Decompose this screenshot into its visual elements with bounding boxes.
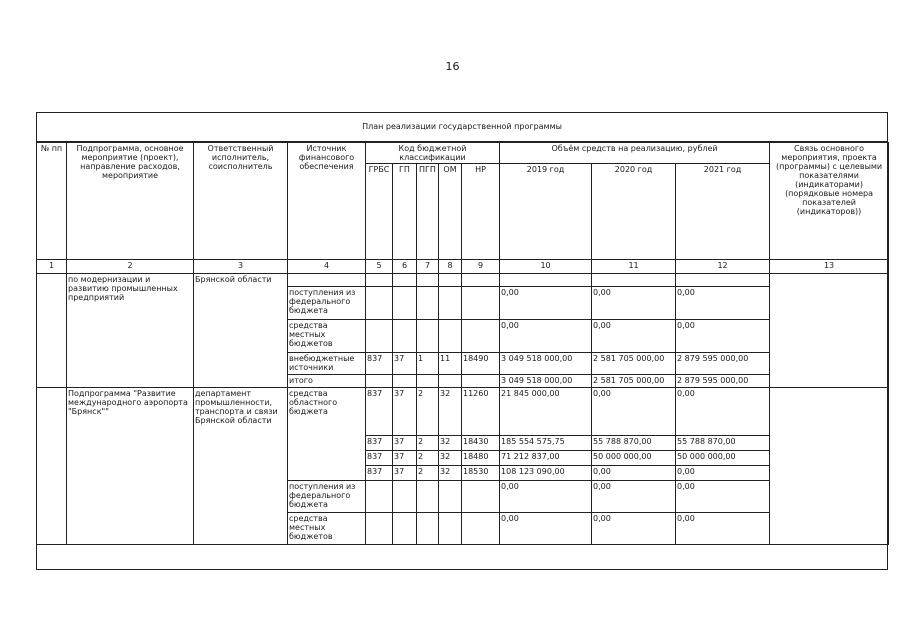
nr-cell: 18480 [462,451,500,466]
header-grbs: ГРБС [366,164,393,260]
amount-2019: 0,00 [500,320,592,353]
amount-2020: 0,00 [592,466,676,481]
amount-2021: 0,00 [676,287,770,320]
col-number: 13 [770,260,889,274]
header-2019: 2019 год [500,164,592,260]
col-number: 7 [417,260,439,274]
pgp-cell: 2 [417,451,439,466]
col-number: 4 [288,260,366,274]
source-cell: внебюджетные источники [288,353,366,375]
amount-2021: 0,00 [676,320,770,353]
amount-2020: 0,00 [592,513,676,545]
page-number: 16 [445,60,460,73]
om-cell: 32 [439,388,462,436]
header-pgp: ПГП [417,164,439,260]
source-cell: средства областного бюджета [288,388,366,481]
amount-2019: 108 123 090,00 [500,466,592,481]
pgp-cell: 1 [417,353,439,375]
amount-2019: 71 212 837,00 [500,451,592,466]
table-caption: План реализации государственной программы [37,113,887,142]
col-number: 12 [676,260,770,274]
gp-cell: 37 [393,353,417,375]
indicator-link-cell [770,388,889,545]
plan-sheet [36,112,888,570]
amount-2020: 55 788 870,00 [592,436,676,451]
header-om: ОМ [439,164,462,260]
amount-2021: 2 879 595 000,00 [676,353,770,375]
grbs-cell: 837 [366,436,393,451]
amount-2020: 2 581 705 000,00 [592,353,676,375]
gp-cell: 37 [393,451,417,466]
header-2021: 2021 год [676,164,770,260]
responsible-cell: департамент промышленности, транспорта и связи Брянской области [194,388,288,545]
pgp-cell: 2 [417,436,439,451]
om-cell: 11 [439,353,462,375]
grbs-cell: 837 [366,388,393,436]
grbs-cell: 837 [366,451,393,466]
indicator-link-cell [770,274,889,388]
amount-2019: 21 845 000,00 [500,388,592,436]
amount-2020: 0,00 [592,287,676,320]
col-number: 2 [67,260,194,274]
row-number [37,388,67,545]
header-link: Связь основного мероприятия, проекта (программы) с целевыми показателями (индикаторами) (порядковые номера показателей (индикаторов)) [770,143,889,260]
source-cell: средства местных бюджетов [288,513,366,545]
source-cell: средства местных бюджетов [288,320,366,353]
header-budget-code: Код бюджетной классификации [366,143,500,164]
om-cell: 32 [439,436,462,451]
nr-cell: 18430 [462,436,500,451]
header-volume: Объём средств на реализацию, рублей [500,143,770,164]
header-2020: 2020 год [592,164,676,260]
amount-2019: 185 554 575,75 [500,436,592,451]
gp-cell: 37 [393,436,417,451]
table-row [37,388,889,436]
col-number: 5 [366,260,393,274]
col-number: 3 [194,260,288,274]
header-source: Источник финансового обеспечения [288,143,366,260]
nr-cell: 11260 [462,388,500,436]
nr-cell: 18530 [462,466,500,481]
amount-2020: 0,00 [592,481,676,513]
amount-2019: 0,00 [500,287,592,320]
amount-2021: 0,00 [676,513,770,545]
amount-2020: 0,00 [592,320,676,353]
header-responsible: Ответственный исполнитель, соисполнитель [194,143,288,260]
grbs-cell: 837 [366,353,393,375]
header-row [37,143,889,164]
table-row [37,274,889,287]
gp-cell: 37 [393,388,417,436]
amount-2019: 3 049 518 000,00 [500,353,592,375]
amount-2021: 0,00 [676,388,770,436]
column-number-row [37,260,889,274]
om-cell: 32 [439,466,462,481]
header-subprogram: Подпрограмма, основное мероприятие (проект), направление расходов, мероприятие [67,143,194,260]
row-number [37,274,67,388]
nr-cell: 18490 [462,353,500,375]
pgp-cell: 2 [417,388,439,436]
total-2019: 3 049 518 000,00 [500,375,592,388]
total-2020: 2 581 705 000,00 [592,375,676,388]
plan-table [36,142,889,545]
om-cell: 32 [439,451,462,466]
amount-2019: 0,00 [500,513,592,545]
pgp-cell: 2 [417,466,439,481]
source-cell: итого [288,375,366,388]
source-cell: поступления из федерального бюджета [288,481,366,513]
col-number: 11 [592,260,676,274]
col-number: 10 [500,260,592,274]
amount-2021: 0,00 [676,481,770,513]
header-nr: НР [462,164,500,260]
amount-2021: 55 788 870,00 [676,436,770,451]
amount-2020: 0,00 [592,388,676,436]
col-number: 9 [462,260,500,274]
source-cell: поступления из федерального бюджета [288,287,366,320]
subprogram-cell: по модернизации и развитию промышленных предприятий [67,274,194,388]
subprogram-cell: Подпрограмма "Развитие международного аэропорта "Брянск"" [67,388,194,545]
amount-2021: 50 000 000,00 [676,451,770,466]
total-2021: 2 879 595 000,00 [676,375,770,388]
col-number: 1 [37,260,67,274]
col-number: 6 [393,260,417,274]
col-number: 8 [439,260,462,274]
header-gp: ГП [393,164,417,260]
amount-2021: 0,00 [676,466,770,481]
amount-2020: 50 000 000,00 [592,451,676,466]
gp-cell: 37 [393,466,417,481]
header-num: № пп [37,143,67,260]
grbs-cell: 837 [366,466,393,481]
source-cell [288,274,366,287]
responsible-cell: Брянской области [194,274,288,388]
amount-2019: 0,00 [500,481,592,513]
